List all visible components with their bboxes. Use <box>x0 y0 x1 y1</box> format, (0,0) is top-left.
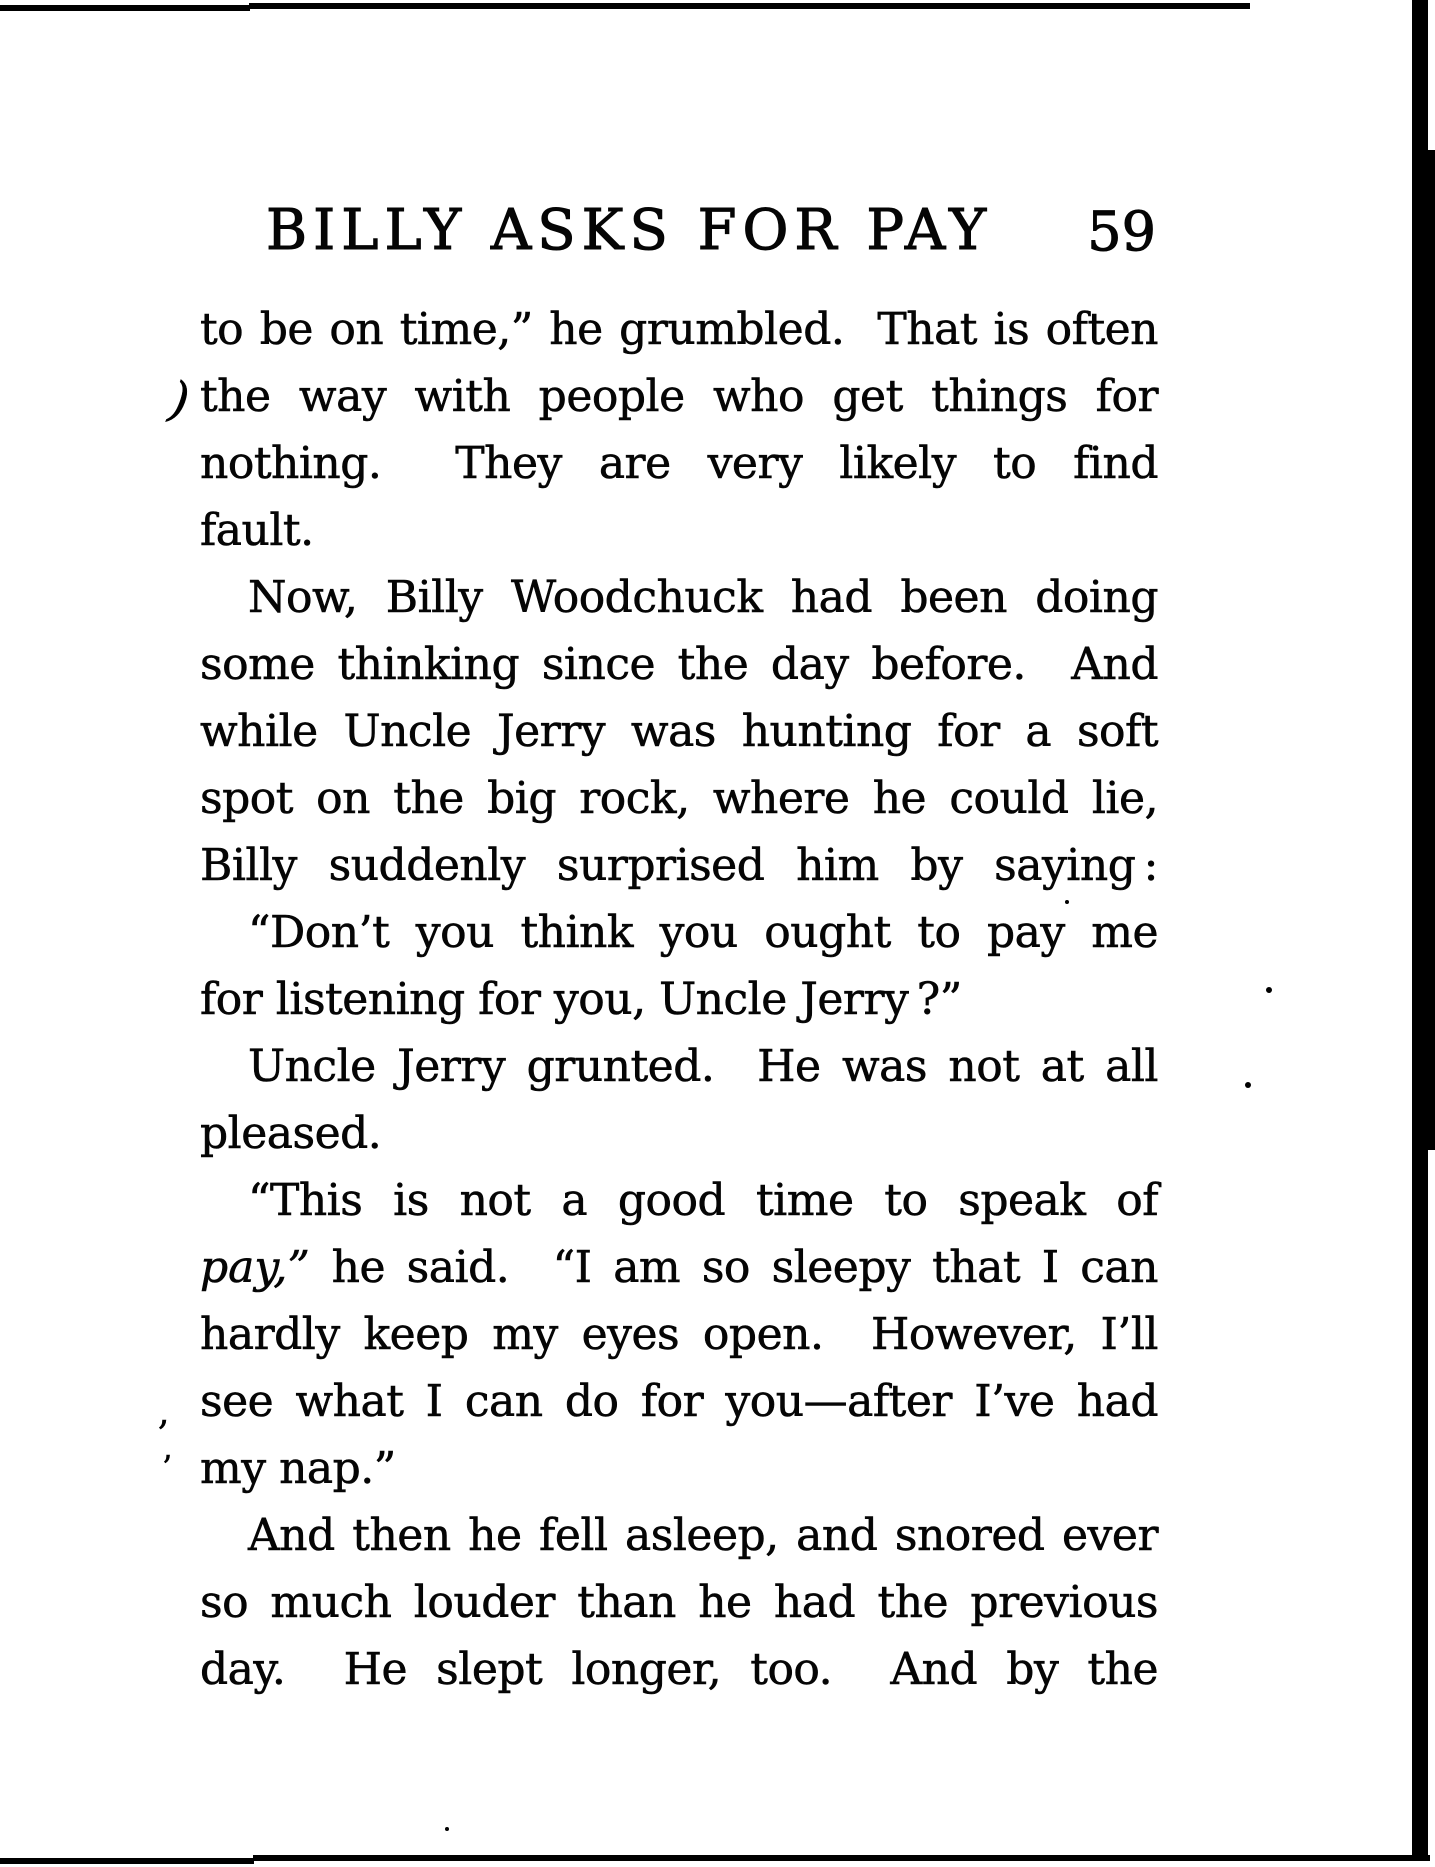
page-border-top-right <box>249 3 1250 9</box>
ink-speck <box>0 0 4 4</box>
page-border-top-left <box>0 5 250 11</box>
text-line: pleased. <box>200 1108 382 1159</box>
text-line: see what I can do for you—after I’ve had <box>200 1376 1158 1427</box>
running-head <box>200 198 1158 263</box>
text-line: “This is not a good time to speak of <box>248 1175 1158 1226</box>
text-line: Uncle Jerry grunted. He was not at all <box>248 1041 1158 1092</box>
text-line: to be on time,” he grumbled. That is often <box>200 304 1158 355</box>
page-border-bottom-left <box>0 1858 254 1864</box>
text-line: pay,” he said. “I am so sleepy that I can <box>200 1242 1158 1293</box>
text-line: And then he fell asleep, and snored ever <box>248 1510 1158 1561</box>
book-gutter-shadow <box>1412 0 1428 1861</box>
text-line: for listening for you, Uncle Jerry ?” <box>200 974 962 1025</box>
book-gutter-shadow-edge <box>1428 150 1435 1150</box>
text-line: “Don’t you think you ought to pay me <box>248 907 1158 958</box>
text-line: my nap.” <box>200 1443 396 1494</box>
ink-mark: ) <box>165 370 193 430</box>
text-line: day. He slept longer, too. And by the <box>200 1644 1158 1695</box>
chapter-title: BILLY ASKS FOR PAY <box>266 198 993 263</box>
page-number: 59 <box>1087 200 1156 263</box>
text-line: Now, Billy Woodchuck had been doing <box>248 572 1158 623</box>
text-line: fault. <box>200 505 314 556</box>
text-line: hardly keep my eyes open. However, I’ll <box>200 1309 1158 1360</box>
text-line: so much louder than he had the previous <box>200 1577 1158 1628</box>
text-line: some thinking since the day before. And <box>200 639 1158 690</box>
text-line: spot on the big rock, where he could lie, <box>200 773 1158 824</box>
ink-mark: , <box>158 1392 170 1433</box>
text-line: while Uncle Jerry was hunting for a soft <box>200 706 1158 757</box>
text-line: Billy suddenly surprised him by saying : <box>200 840 1158 891</box>
text-line: the way with people who get things for <box>200 371 1158 422</box>
page-border-bottom-right <box>253 1855 1430 1861</box>
text-line: nothing. They are very likely to find <box>200 438 1158 489</box>
page-text <box>200 296 1158 1703</box>
ink-mark: ’ <box>162 1448 173 1486</box>
